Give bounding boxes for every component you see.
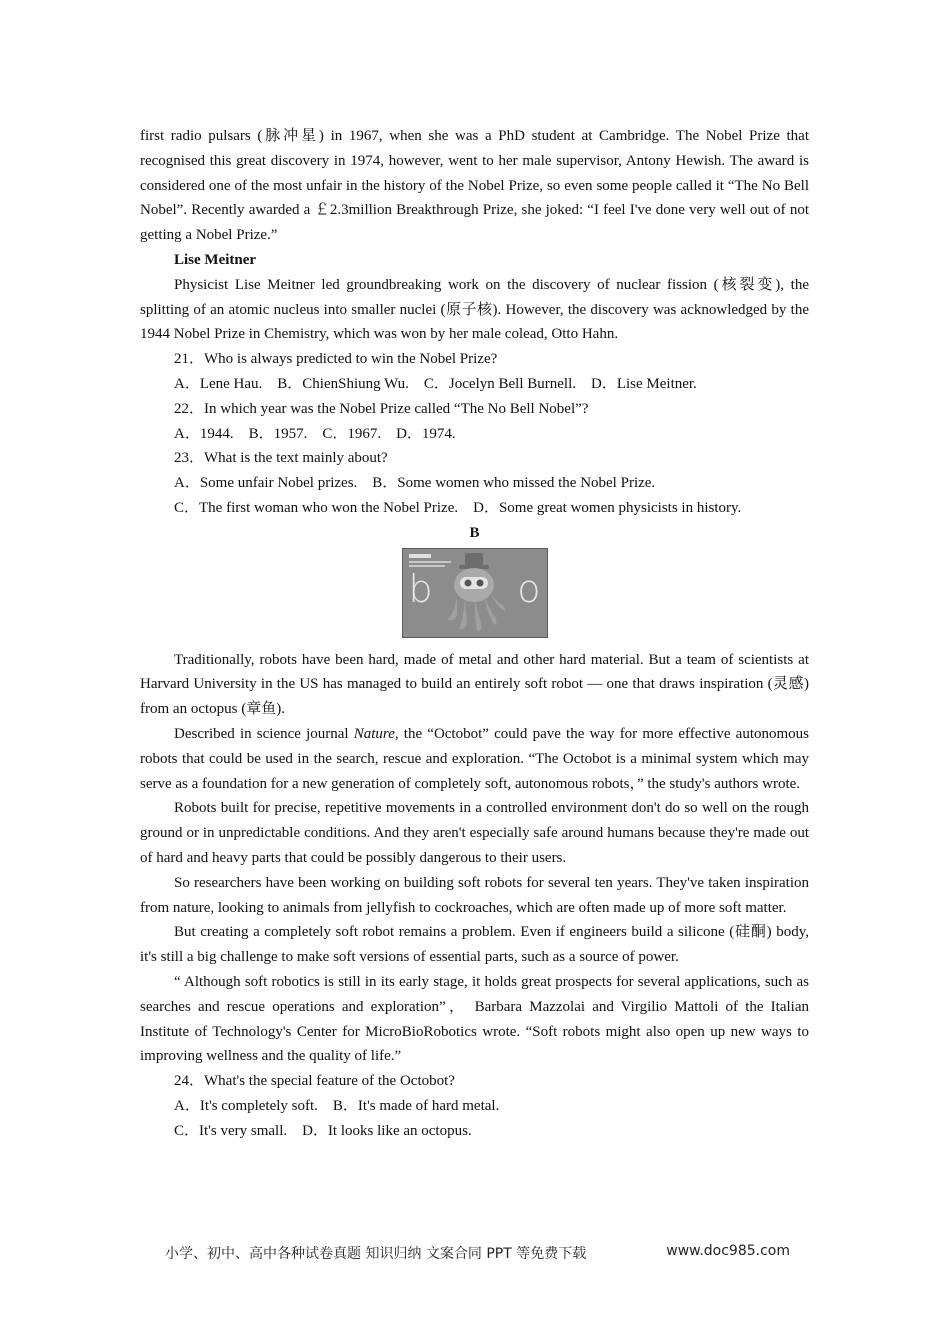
question-23: [140, 446, 809, 520]
question-options: A．Lene Hau. B．ChienShiung Wu. C．Jocelyn Bell Burnell. D．Lise Meitner.: [174, 375, 697, 392]
question-options: A．1944. B．1957. C．1967. D．1974.: [174, 425, 456, 442]
question-stem: 21．Who is always predicted to win the Nobel Prize?: [174, 351, 498, 368]
question-stem: 22．In which year was the Nobel Prize called “The No Bell Nobel”?: [174, 400, 589, 417]
paragraph-soft-robot-research: So researchers have been working on building soft robots for several ten years. They've taken inspiration from nature, looking to animals from jellyfish to cockroaches, which are often made up of more soft matter.: [140, 874, 809, 916]
paragraph-burnell-continued: first radio pulsars (脉冲星) in 1967, when she was a PhD student at Cambridge. The Nobel Prize that recognised this great discovery in 1974, however, went to her male supervisor, Antony Hewish. The award is considered one of the most unfair in the history of the Nobel Prize, so even some people called it “The No Bell Nobel”. Recently awarded a ￡2.3million Breakthrough Prize, she joked: “I feel I've done very well out of not getting a Nobel Prize.”: [140, 128, 809, 244]
octobot-image: [402, 548, 548, 638]
question-24: [140, 1069, 809, 1143]
question-21: [140, 347, 809, 397]
question-stem: 23．What is the text mainly about?: [174, 450, 388, 467]
paragraph-traditional-robots: Traditionally, robots have been hard, made of metal and other hard material. But a team of scientists at Harvard University in the US has managed to build an entirely soft robot — one that draws inspiration (灵感) from an octopus (章鱼).: [140, 651, 809, 718]
paragraph-mazzolai-quote: “ Although soft robotics is still in its early stage, it holds great prospects for several applications, such as searches and rescue operations and exploration”， Barbara Mazzolai and Virgilio Mattoli of the Italian Institute of Technology's Center for MicroBioRobotics wrote. “Soft robots might also open up new ways to improving wellness and the quality of life.”: [140, 973, 809, 1065]
paragraph-hard-robots-problems: Robots built for precise, repetitive movements in a controlled environment don't do so well on the rough ground or in unpredictable conditions. And they aren't especially safe around humans because they're made out of hard and heavy parts that could be possibly dangerous to their users.: [140, 800, 809, 866]
image-letter-o: o: [517, 566, 541, 611]
question-options: A．It's completely soft. B．It's made of hard metal.: [174, 1097, 500, 1114]
page-footer: [165, 1243, 790, 1263]
footer-website-link[interactable]: www.doc985.com: [666, 1243, 790, 1259]
paragraph-meitner: Physicist Lise Meitner led groundbreaking work on the discovery of nuclear fission (核裂变), the splitting of an atomic nucleus into smaller nuclei (原子核). However, the discovery was acknowledged by the 1944 Nobel Prize in Chemistry, which was won by her male colead, Otto Hahn.: [140, 276, 809, 343]
paragraph-octobot-nature: Described in science journal Nature, the “Octobot” could pave the way for more effective autonomous robots that could be used in the search, rescue and exploration. “The Octobot is a minimal system which may serve as a foundation for a new generation of completely soft, autonomous robots，” the study's authors wrote.: [140, 725, 810, 792]
question-stem: 24．What's the special feature of the Octobot?: [174, 1073, 455, 1090]
heading-lise-meitner: Lise Meitner: [174, 251, 257, 268]
question-options: C．The first woman who won the Nobel Prize. D．Some great women physicists in history.: [174, 499, 742, 516]
document-page: [140, 124, 809, 1143]
question-options: C．It's very small. D．It looks like an octopus.: [174, 1122, 472, 1139]
footer-promo-text: 小学、初中、高中各种试卷真题 知识归纳 文案合同 PPT 等免费下载: [165, 1246, 587, 1262]
octopus-robot-icon: [403, 549, 547, 637]
journal-name: Nature,: [353, 725, 399, 742]
paragraph-silicone-challenge: But creating a completely soft robot remains a problem. Even if engineers build a silicone (硅酮) body, it's still a big challenge to make soft versions of essential parts, such as a source of power.: [140, 924, 809, 966]
question-options: A．Some unfair Nobel prizes. B．Some women who missed the Nobel Prize.: [174, 475, 656, 492]
section-label-b: B: [469, 524, 480, 541]
question-22: [140, 397, 809, 447]
image-letter-b: b: [408, 566, 433, 611]
figure-container: [140, 548, 809, 642]
